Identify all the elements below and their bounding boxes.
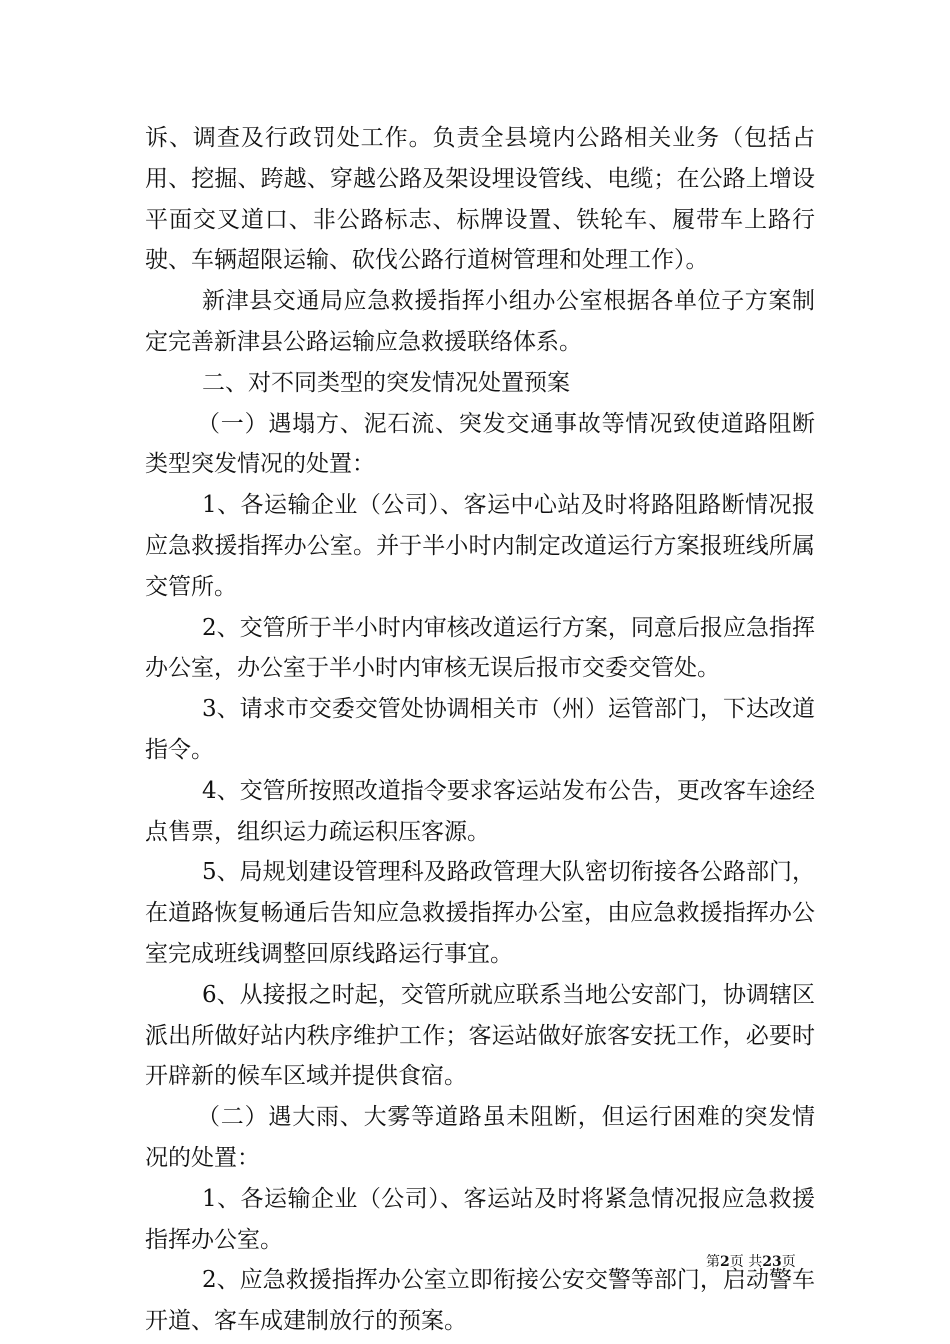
body-text bbox=[145, 118, 815, 1342]
list-item: 6、从接报之时起，交管所就应联系当地公安部门，协调辖区派出所做好站内秩序维护工作；客运站做好旅客安抚工作，必要时开辟新的候车区域并提供食宿。 bbox=[145, 981, 815, 1090]
list-item: 1、各运输企业（公司）、客运中心站及时将路阻路断情况报应急救援指挥办公室。并于半小时内制定改道运行方案报班线所属交管所。 bbox=[145, 492, 815, 600]
page-total: 23 bbox=[762, 1254, 782, 1270]
paragraph: 新津县交通局应急救援指挥小组办公室根据各单位子方案制定完善新津县公路运输应急救援联络体系。 bbox=[145, 288, 815, 355]
paragraph: 诉、调查及行政罚处工作。负责全县境内公路相关业务（包括占用、挖掘、跨越、穿越公路及架设埋设管线、电缆；在公路上增设平面交叉道口、非公路标志、标牌设置、铁轮车、履带车上路行驶、车辆超限运输、砍伐公路行道树管理和处理工作）。 bbox=[145, 125, 815, 274]
footer-middle: 页 共 bbox=[729, 1254, 763, 1270]
section-heading: 二、对不同类型的突发情况处置预案 bbox=[202, 369, 570, 396]
footer-suffix: 页 bbox=[781, 1254, 796, 1270]
list-item: 5、局规划建设管理科及路政管理大队密切衔接各公路部门，在道路恢复畅通后告知应急救援指挥办公室，由应急救援指挥办公室完成班线调整回原线路运行事宜。 bbox=[145, 859, 815, 967]
list-item: 4、交管所按照改道指令要求客运站发布公告，更改客车途经点售票，组织运力疏运积压客源。 bbox=[145, 777, 815, 845]
list-item: 2、应急救援指挥办公室立即衔接公安交警等部门，启动警车开道、客车成建制放行的预案。 bbox=[145, 1267, 815, 1335]
list-item: 1、各运输企业（公司）、客运站及时将紧急情况报应急救援指挥办公室。 bbox=[145, 1185, 815, 1253]
list-item: 2、交管所于半小时内审核改道运行方案，同意后报应急指挥办公室，办公室于半小时内审核无误后报市交委交管处。 bbox=[145, 614, 815, 682]
page-footer bbox=[706, 1251, 796, 1271]
subsection-heading: （二）遇大雨、大雾等道路虽未阻断，但运行困难的突发情况的处置： bbox=[145, 1104, 815, 1171]
subsection-heading: （一）遇塌方、泥石流、突发交通事故等情况致使道路阻断类型突发情况的处置： bbox=[145, 410, 815, 478]
list-item: 3、请求市交委交管处协调相关市（州）运管部门，下达改道指令。 bbox=[145, 696, 815, 763]
footer-prefix: 第 bbox=[706, 1254, 720, 1270]
page-number: 2 bbox=[720, 1254, 730, 1270]
